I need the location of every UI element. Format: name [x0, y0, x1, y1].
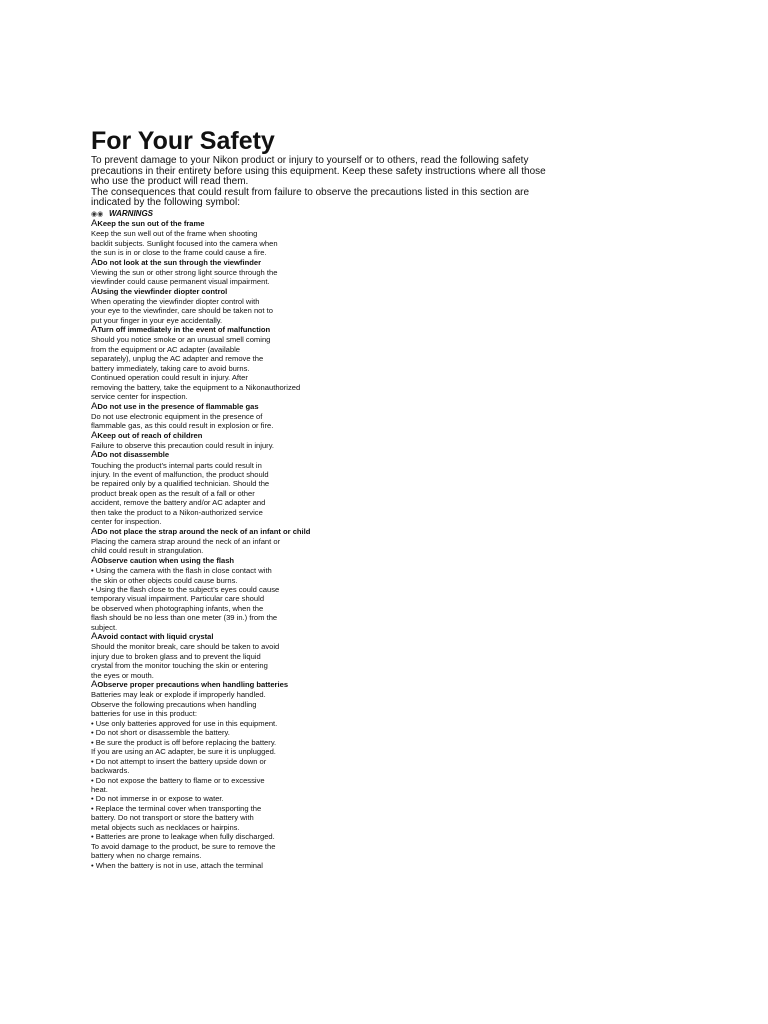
warning-section [91, 632, 371, 680]
warning-section [91, 325, 371, 401]
warning-section [91, 219, 371, 258]
section-title: Do not disassemble [97, 450, 170, 460]
warning-mark-icon: A [91, 525, 98, 537]
warning-mark-icon: A [91, 256, 98, 268]
section-body: Failure to observe this precaution could result in injury. [91, 440, 275, 450]
section-body: Should the monitor break, care should be taken to avoid injury due to broken glass and to prevent the liquid crystal from the monitor touching the skin or entering the eyes or mouth. [91, 642, 280, 680]
section-title: Keep out of reach of children [97, 430, 203, 440]
section-heading [91, 632, 371, 642]
section-title: Observe proper precautions when handling batteries [97, 680, 289, 690]
section-body: Placing the camera strap around the neck of an infant or child could result in strangulation. [91, 536, 281, 556]
warning-section [91, 431, 371, 451]
section-heading [91, 527, 371, 537]
section-title: Turn off immediately in the event of malfunction [97, 325, 271, 335]
section-title: Keep the sun out of the frame [97, 219, 205, 228]
warning-mark-icon: A [91, 449, 98, 461]
warning-section [91, 287, 371, 326]
section-heading [91, 680, 371, 690]
section-title: Avoid contact with liquid crystal [97, 632, 214, 642]
section-body: When operating the viewfinder diopter control with your eye to the viewfinder, care should be taken not to put your finger in your eye accidentally. [91, 296, 273, 325]
intro-paragraph: To prevent damage to your Nikon product or injury to yourself or to others, read the following safety precautions in their entirety before using this equipment. Keep these safety instructions where all those who use the product will read them. [91, 155, 546, 188]
section-heading [91, 402, 371, 412]
warning-section [91, 258, 371, 287]
page-title: For Your Safety [91, 127, 275, 155]
section-body: Touching the product’s internal parts could result in injury. In the event of malfunction, the product should be repaired only by a qualified technician. Should the product break open as the result of a fall or other accident, remove the battery and/or AC adapter and then take the product to a Nikon-authorized service center for inspection. [91, 460, 270, 527]
warning-mark-icon: A [91, 679, 98, 691]
warning-section [91, 680, 371, 870]
warning-section [91, 402, 371, 431]
section-body: Keep the sun well out of the frame when shooting backlit subjects. Sunlight focused into the camera when the sun is in or close to the frame could cause a fire. [91, 229, 278, 258]
section-title: Do not use in the presence of flammable gas [97, 401, 259, 411]
intro-paragraph: The consequences that could result from failure to observe the precautions listed in this section are indicated by the following symbol: [91, 186, 530, 209]
section-heading [91, 450, 371, 460]
intro-text [91, 156, 561, 209]
section-title: Using the viewfinder diopter control [97, 286, 228, 296]
section-heading [91, 556, 371, 566]
section-heading [91, 258, 371, 268]
section-title: Do not place the strap around the neck of an infant or child [97, 526, 311, 536]
warning-mark-icon: A [91, 631, 98, 643]
warning-sections [91, 219, 371, 870]
section-title: Observe caution when using the flash [97, 555, 235, 565]
section-heading [91, 219, 371, 229]
warning-section [91, 556, 371, 632]
warning-symbol-icon: ◉◉ [91, 211, 104, 218]
section-body: Do not use electronic equipment in the presence of flammable gas, as this could result in explosion or fire. [91, 411, 274, 431]
warning-mark-icon: A [91, 218, 98, 229]
warning-mark-icon: A [91, 429, 98, 441]
section-heading [91, 431, 371, 441]
warning-section [91, 527, 371, 556]
warning-section [91, 450, 371, 526]
section-body: Viewing the sun or other strong light source through the viewfinder could cause permanent visual impairment. [91, 267, 278, 287]
warning-mark-icon: A [91, 285, 98, 297]
warning-mark-icon: A [91, 400, 98, 412]
section-body: • Using the camera with the flash in close contact with the skin or other objects could cause burns. • Using the flash close to the subject’s eyes could cause temporary visual impairment. Particular care should be observed when photographing infants, when the flash should be no less than one meter (39 in.) from the subject. [91, 566, 280, 632]
section-heading [91, 287, 371, 297]
section-body: Batteries may leak or explode if improperly handled. Observe the following precautions when handling batteries for use in this product: • Use only batteries approved for use in this equipment. • Do not short or disassemble the battery. • Be sure the product is off before replacing the battery. If you are using an AC adapter, be sure it is unplugged. • Do not attempt to insert the battery upside down or backwards. • Do not expose the battery to flame or to excessive heat. • Do not immerse in or expose to water. • Replace the terminal cover when transporting the battery. Do not transport or store the battery with metal objects such as necklaces or hairpins. • Batteries are prone to leakage when fully discharged. To avoid damage to the product, be sure to remove the battery when no charge remains. • When the battery is not in use, attach the terminal [91, 690, 278, 870]
section-title: Do not look at the sun through the viewfinder [97, 257, 262, 267]
warnings-label: WARNINGS [109, 209, 153, 218]
section-heading [91, 325, 371, 335]
warning-mark-icon: A [91, 324, 98, 336]
warning-mark-icon: A [91, 554, 98, 566]
section-body: Should you notice smoke or an unusual smell coming from the equipment or AC adapter (available separately), unplug the AC adapter and remove the battery immediately, taking care to avoid burns. Continued operation could result in injury. After removing the battery, take the equipment to a Nikonauthorized service center for inspection. [91, 335, 301, 402]
